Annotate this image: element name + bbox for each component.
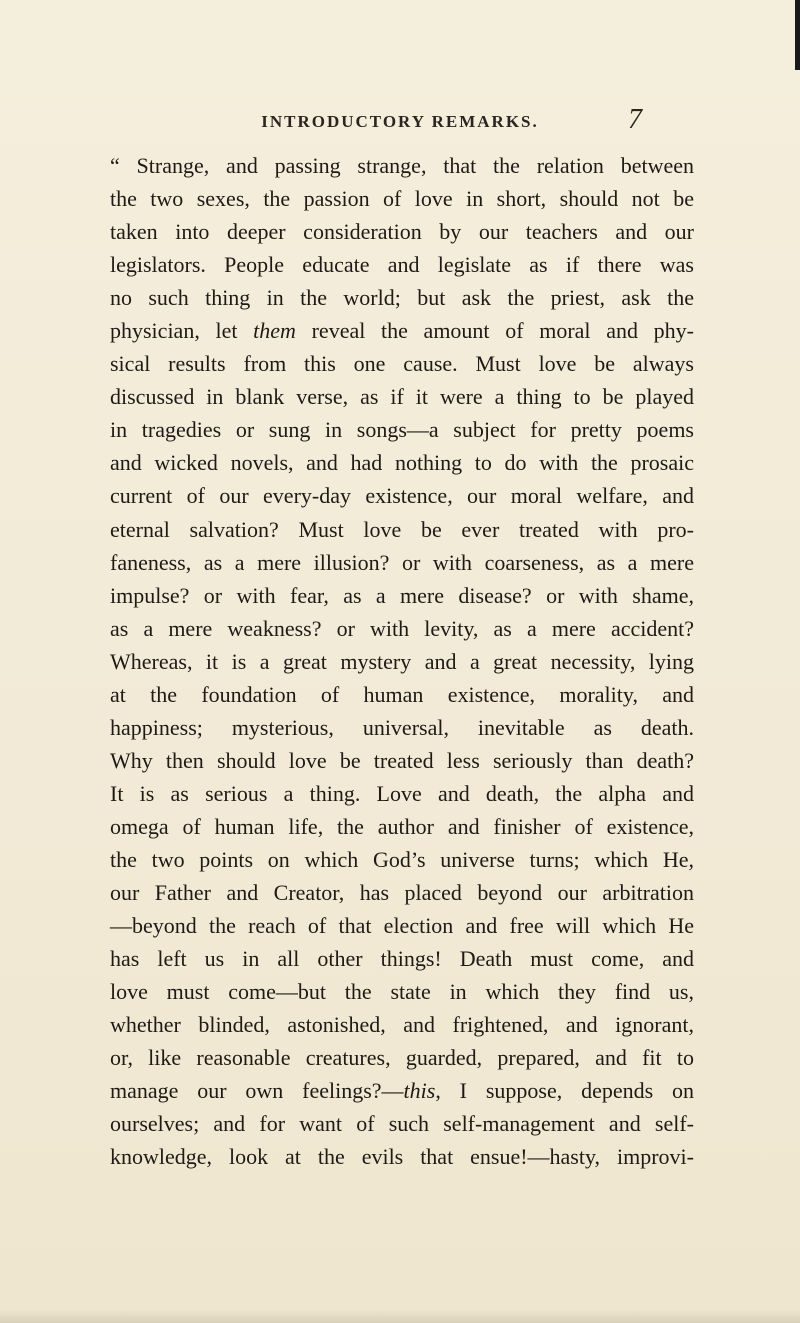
text-line: eternal salvation? Must love be ever treated with pro-: [110, 516, 694, 542]
italic-word: this: [403, 1078, 436, 1104]
text-line: and wicked novels, and had nothing to do with the prosaic: [110, 450, 694, 476]
text-line: love must come—but the state in which they find us,: [110, 979, 694, 1005]
body-text: [110, 149, 694, 1173]
text-line: physician, let them reveal the amount of moral and phy-: [110, 318, 694, 344]
page-edge-shadow: [795, 0, 800, 70]
text-line: —beyond the reach of that election and free will which He: [110, 913, 694, 939]
text-line: discussed in blank verse, as if it were a thing to be played: [110, 384, 694, 410]
text-line: manage our own feelings?—this, I suppose, depends on: [110, 1078, 694, 1104]
text-line: impulse? or with fear, as a mere disease? or with shame,: [110, 582, 694, 608]
text-line: current of our every-day existence, our moral welfare, and: [110, 483, 694, 509]
text-line: or, like reasonable creatures, guarded, prepared, and fit to: [110, 1045, 694, 1071]
page-bottom-shadow: [0, 1309, 800, 1323]
running-header: INTRODUCTORY REMARKS.: [261, 112, 539, 131]
text-line: Whereas, it is a great mystery and a great necessity, lying: [110, 648, 694, 674]
text-line: no such thing in the world; but ask the priest, ask the: [110, 285, 694, 311]
text-line: the two sexes, the passion of love in short, should not be: [110, 186, 694, 212]
text-line: It is as serious a thing. Love and death, the alpha and: [110, 780, 694, 806]
text-line: at the foundation of human existence, morality, and: [110, 681, 694, 707]
text-line: whether blinded, astonished, and frightened, and ignorant,: [110, 1012, 694, 1038]
text-line: in tragedies or sung in songs—a subject for pretty poems: [110, 417, 694, 443]
text-line: our Father and Creator, has placed beyond our arbitration: [110, 880, 694, 906]
text-line: taken into deeper consideration by our teachers and our: [110, 219, 694, 245]
text-line: as a mere weakness? or with levity, as a mere accident?: [110, 615, 694, 641]
text-line: Why then should love be treated less seriously than death?: [110, 747, 694, 773]
text-line: knowledge, look at the evils that ensue!—hasty, improvi-: [110, 1144, 694, 1170]
text-line: omega of human life, the author and finisher of existence,: [110, 813, 694, 839]
text-line: has left us in all other things! Death must come, and: [110, 946, 694, 972]
text-line: sical results from this one cause. Must love be always: [110, 351, 694, 377]
page-number: 7: [628, 104, 642, 135]
text-line: ourselves; and for want of such self-management and self-: [110, 1111, 694, 1137]
text-line: legislators. People educate and legislate as if there was: [110, 252, 694, 278]
text-line: faneness, as a mere illusion? or with coarseness, as a mere: [110, 549, 694, 575]
text-line: happiness; mysterious, universal, inevitable as death.: [110, 714, 694, 740]
italic-word: them: [253, 318, 296, 344]
text-line: the two points on which God’s universe turns; which He,: [110, 846, 694, 872]
text-line: “ Strange, and passing strange, that the relation between: [110, 153, 694, 178]
